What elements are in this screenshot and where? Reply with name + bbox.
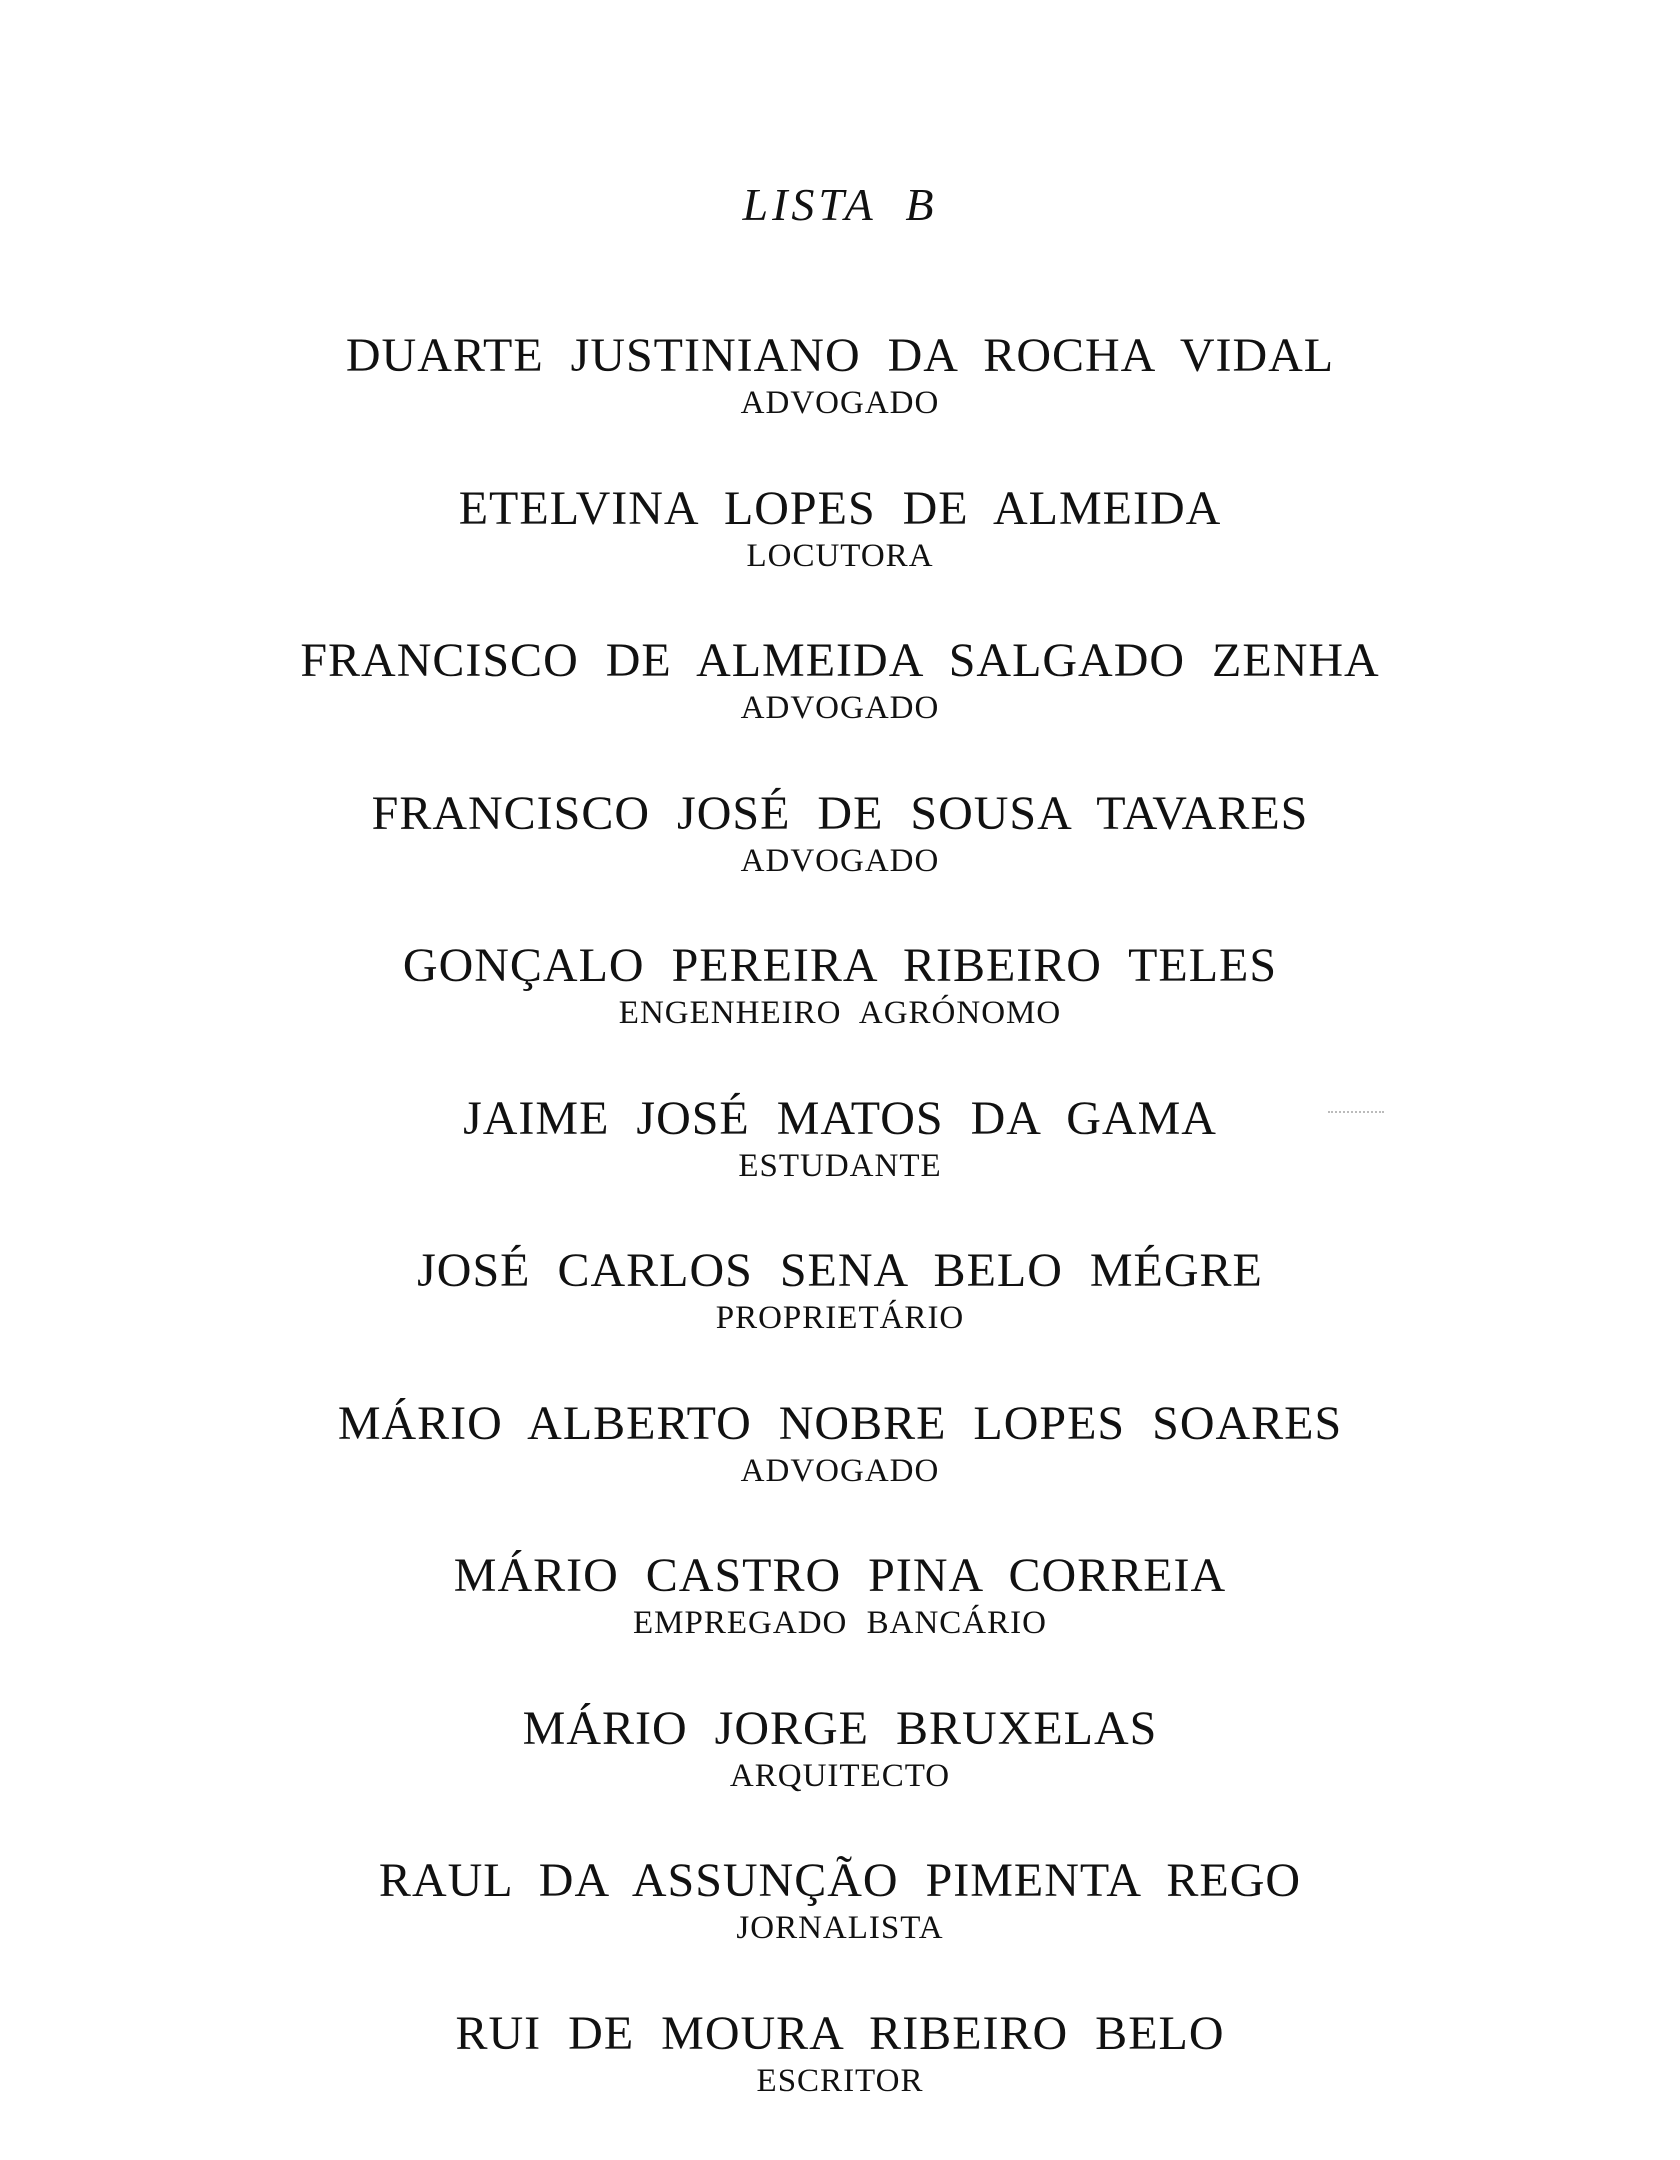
- candidate-entry: [0, 786, 1680, 939]
- candidate-entry: [0, 481, 1680, 634]
- scan-speck: [1328, 1111, 1384, 1113]
- candidate-list: [0, 328, 1680, 2158]
- candidate-name: JAIME JOSÉ MATOS DA GAMA: [463, 1091, 1217, 1145]
- candidate-profession: ADVOGADO: [740, 385, 940, 421]
- candidate-name: MÁRIO ALBERTO NOBRE LOPES SOARES: [337, 1396, 1343, 1450]
- candidate-entry: [0, 328, 1680, 481]
- candidate-profession: ADVOGADO: [740, 1452, 940, 1489]
- candidate-entry: [0, 1701, 1680, 1854]
- candidate-profession: LOCUTORA: [746, 537, 934, 574]
- candidate-name: MÁRIO JORGE BRUXELAS: [522, 1701, 1158, 1755]
- list-title: LISTA B: [742, 179, 938, 230]
- candidate-profession: ARQUITECTO: [729, 1757, 951, 1794]
- candidate-entry: [0, 1396, 1680, 1549]
- candidate-profession: ENGENHEIRO AGRÓNOMO: [618, 995, 1062, 1031]
- candidate-name: MÁRIO CASTRO PINA CORREIA: [453, 1549, 1227, 1602]
- candidate-name: RAUL DA ASSUNÇÃO PIMENTA REGO: [378, 1854, 1302, 1907]
- candidate-profession: PROPRIETÁRIO: [715, 1300, 965, 1336]
- candidate-entry: [0, 2006, 1680, 2159]
- candidate-name: ETELVINA LOPES DE ALMEIDA: [458, 481, 1222, 535]
- candidate-name: RUI DE MOURA RIBEIRO BELO: [455, 2006, 1225, 2060]
- candidate-profession: ESTUDANTE: [738, 1147, 942, 1184]
- candidate-entry: [0, 1091, 1680, 1244]
- candidate-name: DUARTE JUSTINIANO DA ROCHA VIDAL: [345, 329, 1335, 382]
- candidate-entry: [0, 938, 1680, 1091]
- candidate-profession: ADVOGADO: [740, 842, 940, 879]
- candidate-name: FRANCISCO JOSÉ DE SOUSA TAVARES: [371, 786, 1309, 840]
- candidate-name: FRANCISCO DE ALMEIDA SALGADO ZENHA: [300, 634, 1380, 687]
- candidate-entry: [0, 1243, 1680, 1396]
- candidate-name: GONÇALO PEREIRA RIBEIRO TELES: [402, 939, 1278, 992]
- candidate-name: JOSÉ CARLOS SENA BELO MÉGRE: [417, 1244, 1263, 1297]
- candidate-entry: [0, 1853, 1680, 2006]
- candidate-entry: [0, 1548, 1680, 1701]
- candidate-entry: [0, 633, 1680, 786]
- candidate-profession: ESCRITOR: [756, 2062, 924, 2099]
- candidate-profession: EMPREGADO BANCÁRIO: [633, 1605, 1047, 1641]
- candidate-profession: JORNALISTA: [736, 1910, 944, 1946]
- candidate-profession: ADVOGADO: [740, 690, 940, 726]
